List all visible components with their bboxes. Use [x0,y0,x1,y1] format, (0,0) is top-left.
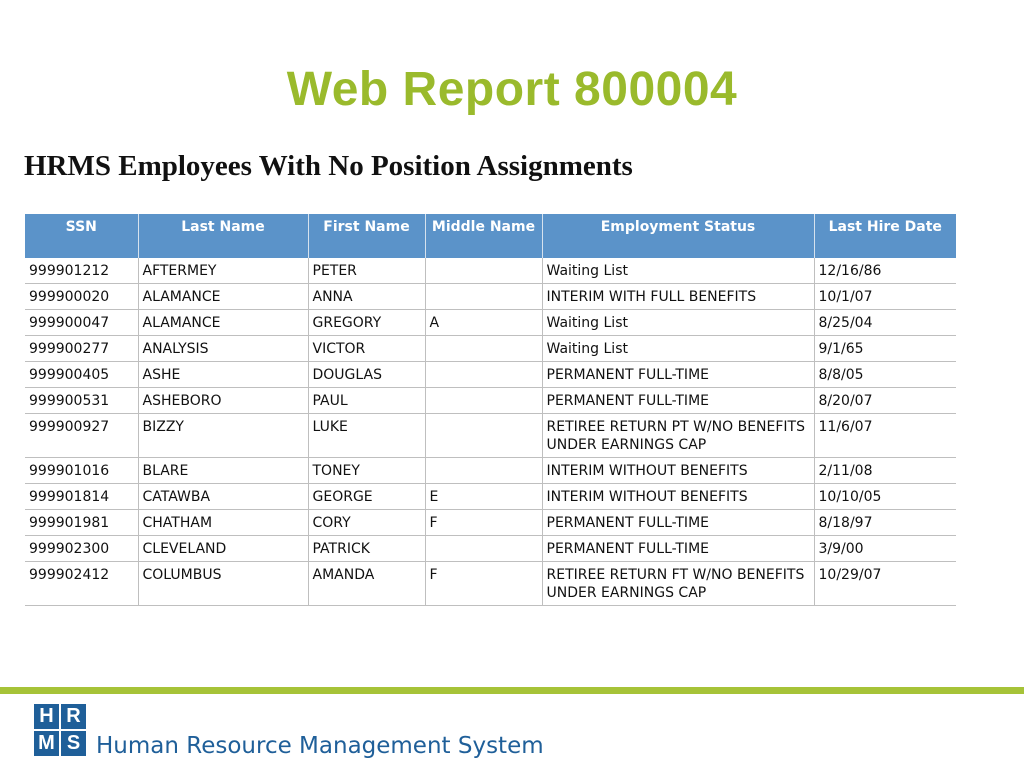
cell-middle-name [425,284,542,310]
col-header-employment-status[interactable]: Employment Status [542,214,814,258]
cell-first-name: VICTOR [308,336,425,362]
cell-middle-name: E [425,484,542,510]
cell-ssn: 999900277 [25,336,138,362]
hrms-logo [34,704,86,756]
cell-middle-name [425,414,542,458]
cell-last-hire-date: 2/11/08 [814,458,956,484]
cell-ssn: 999901814 [25,484,138,510]
cell-last-name: CHATHAM [138,510,308,536]
cell-last-name: ANALYSIS [138,336,308,362]
col-header-ssn[interactable]: SSN [25,214,138,258]
cell-employment-status: Waiting List [542,258,814,284]
col-header-last-name[interactable]: Last Name [138,214,308,258]
cell-last-name: COLUMBUS [138,562,308,606]
cell-middle-name [425,536,542,562]
cell-last-name: AFTERMEY [138,258,308,284]
slide-title: Web Report 800004 [286,63,738,116]
cell-last-name: CLEVELAND [138,536,308,562]
cell-ssn: 999901212 [25,258,138,284]
table-row [25,414,956,458]
logo-letter: R [61,704,86,729]
cell-employment-status: INTERIM WITHOUT BENEFITS [542,458,814,484]
logo-letter: H [34,704,59,729]
cell-last-hire-date: 8/20/07 [814,388,956,414]
table-header-row [25,214,956,258]
report-heading: HRMS Employees With No Position Assignments [24,150,633,182]
cell-last-hire-date: 10/10/05 [814,484,956,510]
cell-first-name: PETER [308,258,425,284]
cell-first-name: GEORGE [308,484,425,510]
cell-last-hire-date: 3/9/00 [814,536,956,562]
table-row [25,536,956,562]
cell-middle-name [425,458,542,484]
cell-last-name: BIZZY [138,414,308,458]
cell-employment-status: INTERIM WITH FULL BENEFITS [542,284,814,310]
table-row [25,562,956,606]
cell-first-name: TONEY [308,458,425,484]
cell-first-name: GREGORY [308,310,425,336]
col-header-last-hire-date[interactable]: Last Hire Date [814,214,956,258]
cell-first-name: AMANDA [308,562,425,606]
cell-ssn: 999900405 [25,362,138,388]
cell-ssn: 999902412 [25,562,138,606]
cell-first-name: ANNA [308,284,425,310]
cell-last-name: CATAWBA [138,484,308,510]
cell-employment-status: RETIREE RETURN PT W/NO BENEFITS UNDER EARNINGS CAP [542,414,814,458]
cell-ssn: 999900047 [25,310,138,336]
cell-last-name: ALAMANCE [138,284,308,310]
table-row [25,310,956,336]
cell-last-hire-date: 8/8/05 [814,362,956,388]
cell-employment-status: RETIREE RETURN FT W/NO BENEFITS UNDER EARNINGS CAP [542,562,814,606]
col-header-first-name[interactable]: First Name [308,214,425,258]
table-row [25,336,956,362]
cell-employment-status: PERMANENT FULL-TIME [542,388,814,414]
cell-first-name: DOUGLAS [308,362,425,388]
cell-employment-status: Waiting List [542,310,814,336]
cell-middle-name: F [425,562,542,606]
cell-last-hire-date: 10/29/07 [814,562,956,606]
cell-middle-name: F [425,510,542,536]
logo-letter: M [34,731,59,756]
col-header-middle-name[interactable]: Middle Name [425,214,542,258]
table-row [25,258,956,284]
cell-ssn: 999900020 [25,284,138,310]
cell-first-name: CORY [308,510,425,536]
table-row [25,458,956,484]
employee-table [25,214,956,606]
cell-middle-name [425,336,542,362]
table-row [25,362,956,388]
cell-middle-name [425,258,542,284]
cell-last-name: BLARE [138,458,308,484]
cell-middle-name: A [425,310,542,336]
table-row [25,284,956,310]
cell-last-hire-date: 8/25/04 [814,310,956,336]
cell-ssn: 999901016 [25,458,138,484]
cell-employment-status: PERMANENT FULL-TIME [542,536,814,562]
cell-ssn: 999900531 [25,388,138,414]
table-row [25,510,956,536]
system-name: Human Resource Management System [96,733,544,759]
cell-last-hire-date: 12/16/86 [814,258,956,284]
cell-ssn: 999900927 [25,414,138,458]
cell-last-name: ASHEBORO [138,388,308,414]
cell-employment-status: PERMANENT FULL-TIME [542,362,814,388]
footer-divider [0,687,1024,694]
table-row [25,388,956,414]
cell-last-hire-date: 8/18/97 [814,510,956,536]
cell-first-name: LUKE [308,414,425,458]
cell-last-hire-date: 10/1/07 [814,284,956,310]
cell-employment-status: Waiting List [542,336,814,362]
logo-letter: S [61,731,86,756]
cell-first-name: PAUL [308,388,425,414]
cell-last-hire-date: 9/1/65 [814,336,956,362]
cell-last-hire-date: 11/6/07 [814,414,956,458]
cell-last-name: ALAMANCE [138,310,308,336]
cell-middle-name [425,388,542,414]
cell-last-name: ASHE [138,362,308,388]
cell-employment-status: PERMANENT FULL-TIME [542,510,814,536]
cell-ssn: 999901981 [25,510,138,536]
table-row [25,484,956,510]
cell-employment-status: INTERIM WITHOUT BENEFITS [542,484,814,510]
cell-ssn: 999902300 [25,536,138,562]
cell-middle-name [425,362,542,388]
cell-first-name: PATRICK [308,536,425,562]
